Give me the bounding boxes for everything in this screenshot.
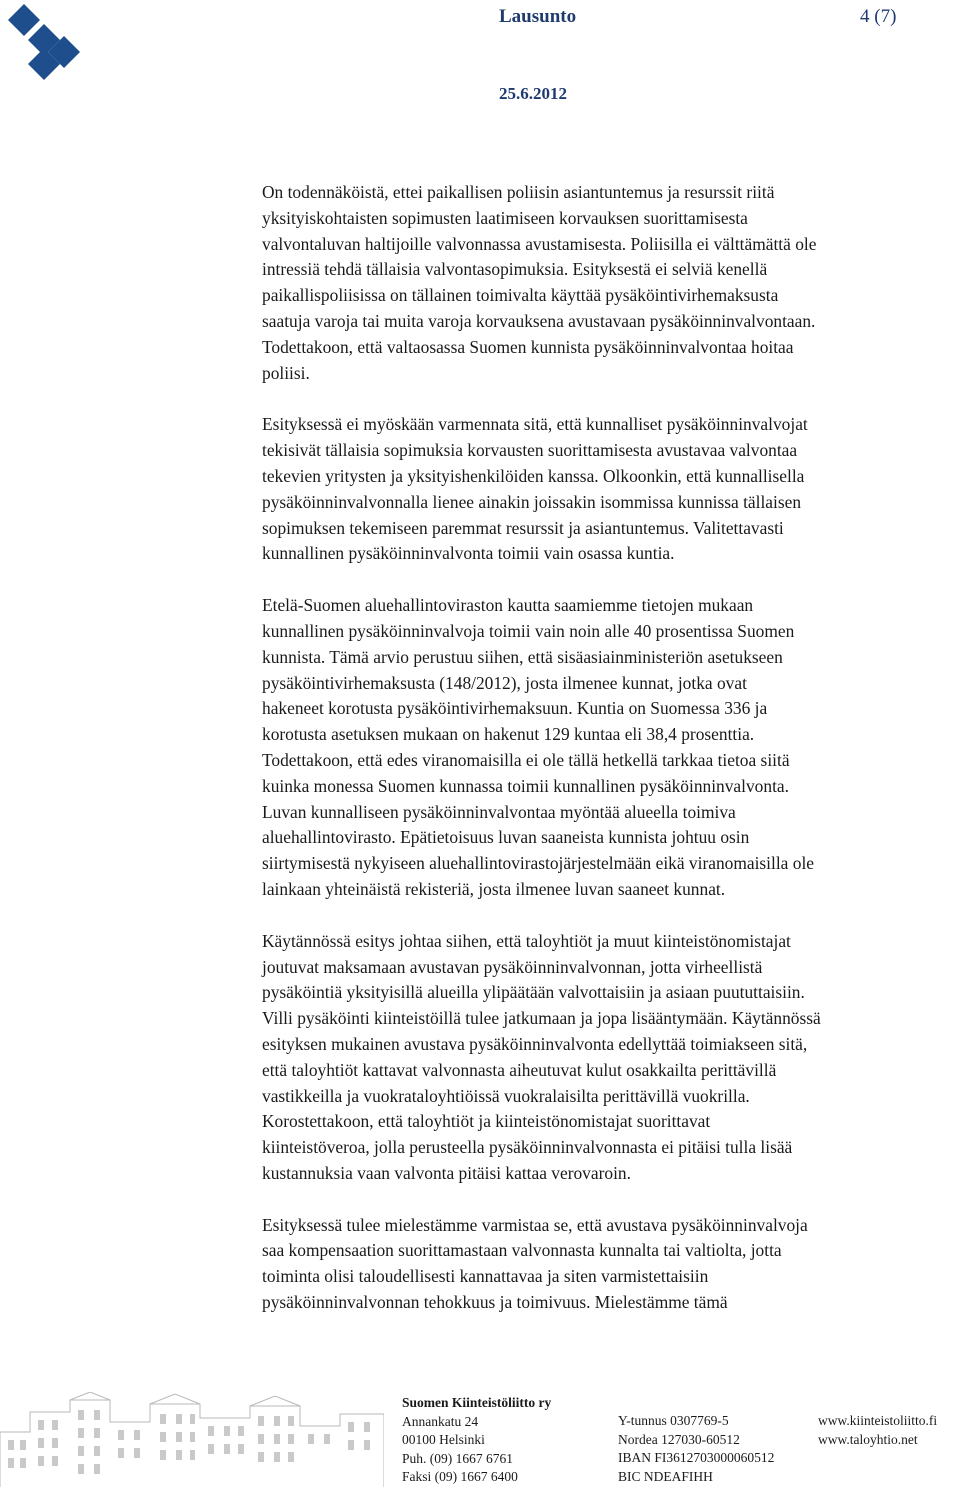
document-date: 25.6.2012 (499, 84, 567, 103)
footer-address (402, 1394, 551, 1487)
text-line: pysäköintivirhemaksusta (148/2012), josta ilmenee kunnat, jotka ovat (262, 672, 747, 693)
footer-websites (818, 1412, 937, 1449)
text-line: yksityiskohtaisten sopimusten laatimiseen korvauksen suorittamisesta (262, 207, 748, 228)
text-line: pysäköinninvalvonnan tehokkuus ja toimivuus. Mielestämme tämä (262, 1292, 728, 1313)
page-number: 4 (7) (860, 6, 897, 27)
paragraph (262, 593, 960, 903)
footer-line: Puh. (09) 1667 6761 (402, 1450, 513, 1466)
text-line: joutuvat maksamaan avustavan pysäköinninvalvonnan, jotta virheellistä (262, 956, 763, 977)
text-line: lainkaan yhteinäistä rekisteriä, josta ilmenee luvan saaneet kunnat. (262, 878, 726, 899)
text-line: valvontaluvan haltijoille valvonnassa avustamisesta. Poliisilla ei välttämättä ole (262, 233, 817, 254)
text-line: aluehallintovirasto. Epätietoisuus luvan saaneista kunnista johtuu osin (262, 827, 750, 848)
footer-bank-info (618, 1412, 774, 1486)
text-line: kunnallinen pysäköinninvalvoja toimii vain noin alle 40 prosentissa Suomen (262, 620, 795, 641)
document-body (262, 180, 960, 1316)
footer-line: BIC NDEAFIHH (618, 1468, 713, 1484)
text-line: korotusta asetuksen mukaan on hakenut 129 kuntaa eli 38,4 prosenttia. (262, 724, 755, 745)
text-line: Villi pysäköinti kiinteistöillä tulee jatkumaan ja jopa lisääntymään. Käytännössä (262, 1008, 821, 1029)
text-line: tekisivät tällaisia sopimuksia korvausten suorittamisesta avustavaa valvontaa (262, 440, 798, 461)
text-line: että taloyhtiöt kattavat valvonnasta aiheutuvat kulut osakkailta perittävillä (262, 1059, 777, 1080)
text-line: Esityksessä tulee mielestämme varmistaa se, että avustava pysäköinninvalvoja (262, 1214, 808, 1235)
text-line: paikallispoliisissa on tällainen toimivalta käyttää pysäköintivirhemaksusta (262, 285, 779, 306)
website-link[interactable]: www.taloyhtio.net (818, 1431, 918, 1447)
text-line: poliisi. (262, 362, 310, 383)
text-line: saatuja varoja tai muita varoja korvauksena avustavaan pysäköinninvalvontaan. (262, 310, 816, 331)
footer-line: 00100 Helsinki (402, 1432, 485, 1447)
text-line: sopimuksen tekemiseen paremmat resurssit ja asiantuntemus. Valitettavasti (262, 517, 784, 538)
text-line: Käytännössä esitys johtaa siihen, että taloyhtiöt ja muut kiinteistönomistajat (262, 930, 791, 951)
text-line: saa kompensaation suorittamastaan valvonnasta kunnalta tai valtiolta, jotta (262, 1240, 782, 1261)
text-line: kunnallinen pysäköinninvalvonta toimii vain osassa kuntia. (262, 543, 675, 564)
text-line: kuinka monessa Suomen kunnassa toimii kunnallinen pysäköinninvalvonta. (262, 775, 789, 796)
footer-line: Faksi (09) 1667 6400 (402, 1469, 518, 1484)
document-type: Lausunto (499, 6, 577, 27)
text-line: pysäköintiä yksityisillä alueilla ylipäätään valvottaisiin ja asiaan puututtaisiin. (262, 982, 805, 1003)
text-line: toiminta olisi taloudellisesti kannattavaa ja siten varmistettaisiin (262, 1266, 709, 1287)
text-line: tekevien yritysten ja yksityishenkilöiden kanssa. Olkoonkin, että kunnallisella (262, 465, 805, 486)
organization-name: Suomen Kiinteistöliitto ry (402, 1395, 552, 1410)
paragraph (262, 180, 960, 386)
website-link[interactable]: www.kiinteistoliitto.fi (818, 1413, 938, 1428)
paragraph (262, 929, 960, 1187)
text-line: siirtymisestä nykyiseen aluehallintovirastojärjestelmään eikä viranomaisilla ole (262, 853, 814, 874)
footer-line: Annankatu 24 (402, 1413, 479, 1429)
text-line: Luvan kunnalliseen pysäköinninvalvontaa myöntää alueella toimiva (262, 801, 736, 822)
text-line: Korostettakoon, että taloyhtiöt ja kiinteistönomistajat suorittavat (262, 1111, 711, 1132)
text-line: vastikkeilla ja vuokrataloyhtiöissä vuokralaisilta perittävillä vuokrilla. (262, 1085, 750, 1106)
organization-logo (4, 4, 82, 82)
text-line: Etelä-Suomen aluehallintoviraston kautta saamiemme tietojen mukaan (262, 595, 754, 616)
paragraph (262, 1213, 960, 1316)
text-line: esityksen mukainen avustava pysäköinninvalvonta edellyttää toimiakseen sitä, (262, 1033, 808, 1054)
text-line: kunnista. Tämä arvio perustuu siihen, että sisäasiainministeriön asetukseen (262, 646, 783, 667)
text-line: intressiä tehdä tällaisia valvontasopimuksia. Esityksestä ei selviä kenellä (262, 259, 768, 280)
text-line: Todettakoon, että valtaosassa Suomen kunnista pysäköinninvalvontaa hoitaa (262, 336, 794, 357)
building-illustration (0, 1392, 384, 1487)
paragraph (262, 412, 960, 567)
text-line: hakeneet korotusta pysäköintivirhemaksuun. Kuntia on Suomessa 336 ja (262, 698, 768, 719)
text-line: On todennäköistä, ettei paikallisen poliisin asiantuntemus ja resurssit riitä (262, 182, 775, 202)
text-line: pysäköinninvalvonnalla lienee ainakin joissakin isommissa kunnissa tällaisen (262, 491, 802, 512)
text-line: Todettakoon, että edes viranomaisilla ei ole tällä hetkellä tarkkaa tietoa siitä (262, 749, 790, 770)
footer-line: Nordea 127030-60512 (618, 1431, 740, 1447)
text-line: kiinteistöveroa, jolla perusteella pysäköinninvalvonnasta ei pitäisi tulla lisää (262, 1137, 793, 1158)
footer-line: Y-tunnus 0307769-5 (618, 1413, 729, 1428)
text-line: kustannuksia vaan valvonta pitäisi kattaa verovaroin. (262, 1162, 631, 1183)
footer-line: IBAN FI3612703000060512 (618, 1450, 775, 1465)
text-line: Esityksessä ei myöskään varmennata sitä, että kunnalliset pysäköinninvalvojat (262, 414, 808, 435)
